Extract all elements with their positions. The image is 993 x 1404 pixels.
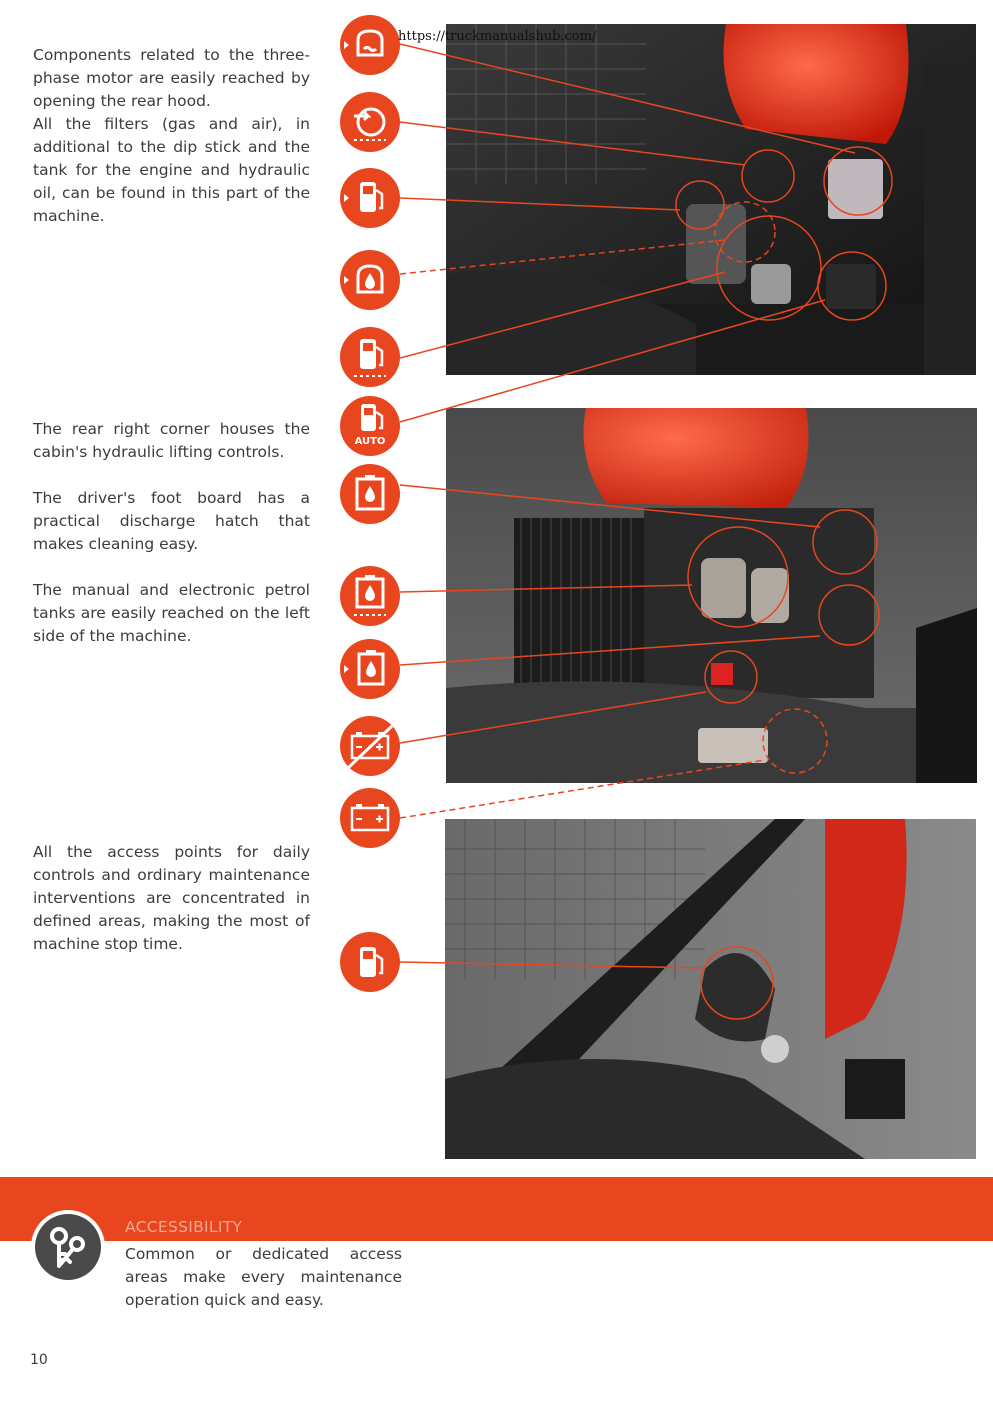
battery-disconnect-icon [340, 716, 400, 776]
auto-label: AUTO [354, 436, 386, 447]
battery-icon [340, 788, 400, 848]
fuel-prefilter-icon [340, 168, 400, 228]
engine-oil-icon [340, 250, 400, 310]
middle-paragraph-2: The driver's foot board has a practical discharge hatch that makes cleaning easy. [33, 489, 310, 553]
fuel-tank-photo [445, 819, 976, 1159]
intro-paragraph-2: All the filters (gas and air), in additional to the dip stick and the tank for the engine and hydraulic oil, can be found in this part of the machine. [33, 115, 310, 225]
lower-paragraph-1: All the access points for daily controls and ordinary maintenance interventions are concentrated in defined areas, making the most of machine stop time. [33, 843, 310, 953]
hydraulic-corner-photo [446, 408, 977, 783]
hydraulic-filter-icon [340, 566, 400, 626]
keys-icon [31, 1210, 105, 1284]
coolant-level-icon [340, 15, 400, 75]
middle-paragraph-1: The rear right corner houses the cabin's hydraulic lifting controls. [33, 420, 310, 461]
page-number: 10 [30, 1352, 48, 1368]
middle-paragraph-3: The manual and electronic petrol tanks are easily reached on the left side of the machine. [33, 581, 310, 645]
auto-fuel-pump-icon [340, 396, 400, 456]
fuel-tank-icon [340, 932, 400, 992]
engine-bay-photo [446, 24, 976, 375]
intro-paragraph-1: Components related to the three-phase motor are easily reached by opening the rear hood. [33, 46, 310, 110]
hydraulic-oil-tank-icon [340, 464, 400, 524]
feature-description: Common or dedicated access areas make every maintenance operation quick and easy. [125, 1245, 402, 1309]
lower-text [33, 841, 310, 979]
intro-text [33, 44, 310, 251]
watermark-url[interactable]: https://truckmanualshub.com/ [398, 29, 597, 44]
feature-title: ACCESSIBILITY [125, 1218, 243, 1236]
air-filter-icon [340, 92, 400, 152]
fuel-filter-icon [340, 327, 400, 387]
hydraulic-level-icon [340, 639, 400, 699]
middle-text [33, 418, 310, 671]
